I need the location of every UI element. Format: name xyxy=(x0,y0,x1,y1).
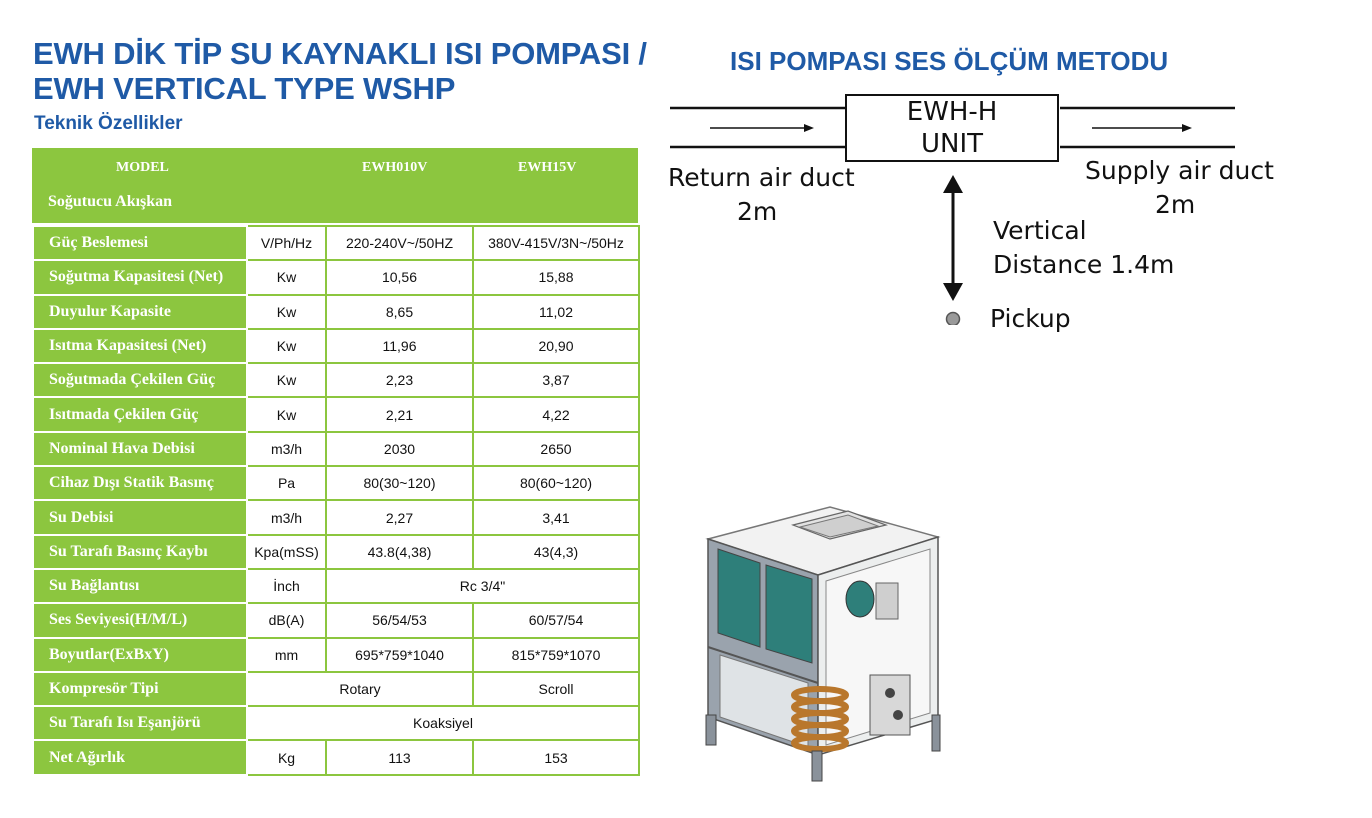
unit-box xyxy=(845,94,1059,162)
row-label: Soğutma Kapasitesi (Net) xyxy=(33,260,247,294)
row-value-col1: 2,23 xyxy=(326,363,473,397)
table-row xyxy=(33,603,639,637)
title-line-2: EWH VERTICAL TYPE WSHP xyxy=(33,71,456,106)
row-unit: Pa xyxy=(247,466,326,500)
supply-arrow-head xyxy=(1182,124,1192,132)
row-value-col1: 2,27 xyxy=(326,500,473,534)
row-value-col1: 11,96 xyxy=(326,329,473,363)
unit-line-1: EWH-H xyxy=(906,97,998,127)
row-label: Soğutmada Çekilen Güç xyxy=(33,363,247,397)
row-unit: m3/h xyxy=(247,500,326,534)
row-unit: V/Ph/Hz xyxy=(247,226,326,260)
table-row xyxy=(33,295,639,329)
row-unit: Kw xyxy=(247,363,326,397)
row-value-col2: 20,90 xyxy=(473,329,639,363)
spec-table xyxy=(32,225,640,776)
row-value: Rc 3/4" xyxy=(326,569,639,603)
row-label: Su Tarafı Basınç Kaybı xyxy=(33,535,247,569)
pickup-dot-icon xyxy=(947,313,960,326)
return-duct-label: Return air duct xyxy=(668,163,855,192)
row-unit: Kpa(mSS) xyxy=(247,535,326,569)
table-row xyxy=(33,638,639,672)
row-value-col1: Rotary xyxy=(247,672,473,706)
row-label: Isıtmada Çekilen Güç xyxy=(33,397,247,431)
diagram-title: ISI POMPASI SES ÖLÇÜM METODU xyxy=(730,46,1169,76)
row-value-col2: 43(4,3) xyxy=(473,535,639,569)
row-label: Isıtma Kapasitesi (Net) xyxy=(33,329,247,363)
row-value-col2: 380V-415V/3N~/50Hz xyxy=(473,226,639,260)
row-label: Boyutlar(ExBxY) xyxy=(33,638,247,672)
row-label: Cihaz Dışı Statik Basınç xyxy=(33,466,247,500)
row-value-col2: 153 xyxy=(473,740,639,774)
table-row xyxy=(33,260,639,294)
row-value-col2: 4,22 xyxy=(473,397,639,431)
supply-duct-distance: 2m xyxy=(1155,190,1196,219)
heat-pump-unit-illustration xyxy=(698,497,948,782)
table-row xyxy=(33,432,639,466)
pickup-label: Pickup xyxy=(990,304,1071,333)
row-unit: Kg xyxy=(247,740,326,774)
row-unit: Kw xyxy=(247,397,326,431)
row-value-col1: 43.8(4,38) xyxy=(326,535,473,569)
table-row xyxy=(33,329,639,363)
table-row xyxy=(33,672,639,706)
row-unit: dB(A) xyxy=(247,603,326,637)
row-value-col1: 220-240V~/50HZ xyxy=(326,226,473,260)
row-value-col1: 80(30~120) xyxy=(326,466,473,500)
row-label: Duyulur Kapasite xyxy=(33,295,247,329)
row-value-col1: 2,21 xyxy=(326,397,473,431)
row-label: Kompresör Tipi xyxy=(33,672,247,706)
return-arrow-head xyxy=(804,124,814,132)
vertical-distance: Distance 1.4m xyxy=(993,250,1175,279)
vertical-arrow-up-head xyxy=(943,175,963,193)
table-row xyxy=(33,397,639,431)
supply-duct-label: Supply air duct xyxy=(1085,156,1274,185)
subtitle: Teknik Özellikler xyxy=(34,113,183,134)
row-unit: Kw xyxy=(247,329,326,363)
header-model: MODEL xyxy=(116,160,169,175)
unit-line-2: UNIT xyxy=(920,129,984,159)
header-col1: EWH010V xyxy=(362,160,428,175)
row-value-col2: 3,41 xyxy=(473,500,639,534)
table-row xyxy=(33,535,639,569)
row-label: Net Ağırlık xyxy=(33,740,247,774)
spec-table-body xyxy=(33,226,639,775)
header-col2: EWH15V xyxy=(518,160,577,175)
row-label: Ses Seviyesi(H/M/L) xyxy=(33,603,247,637)
row-unit: Kw xyxy=(247,295,326,329)
row-label: Su Tarafı Isı Eşanjörü xyxy=(33,706,247,740)
row-unit: mm xyxy=(247,638,326,672)
row-value-col2: 15,88 xyxy=(473,260,639,294)
row-value-col1: 2030 xyxy=(326,432,473,466)
row-value-col2: 2650 xyxy=(473,432,639,466)
table-header xyxy=(32,148,638,223)
row-label: Nominal Hava Debisi xyxy=(33,432,247,466)
table-row xyxy=(33,706,639,740)
row-value-col2: 3,87 xyxy=(473,363,639,397)
row-value-col1: 8,65 xyxy=(326,295,473,329)
row-value-col2: 11,02 xyxy=(473,295,639,329)
row-value-col1: 10,56 xyxy=(326,260,473,294)
row-value-col1: 695*759*1040 xyxy=(326,638,473,672)
row-value-col2: Scroll xyxy=(473,672,639,706)
table-row xyxy=(33,226,639,260)
return-duct-distance: 2m xyxy=(737,197,778,226)
row-label: Güç Beslemesi xyxy=(33,226,247,260)
row-label: Su Bağlantısı xyxy=(33,569,247,603)
row-unit: İnch xyxy=(247,569,326,603)
header-refrigerant: Soğutucu Akışkan xyxy=(48,193,173,210)
row-value-col1: 56/54/53 xyxy=(326,603,473,637)
vertical-label: Vertical xyxy=(993,216,1087,245)
row-value-col2: 60/57/54 xyxy=(473,603,639,637)
table-row xyxy=(33,363,639,397)
row-label: Su Debisi xyxy=(33,500,247,534)
table-row xyxy=(33,740,639,774)
row-value-col2: 80(60~120) xyxy=(473,466,639,500)
table-row xyxy=(33,466,639,500)
row-unit: Kw xyxy=(247,260,326,294)
row-value-col2: 815*759*1070 xyxy=(473,638,639,672)
row-unit: m3/h xyxy=(247,432,326,466)
table-row xyxy=(33,569,639,603)
row-value: Koaksiyel xyxy=(247,706,639,740)
document-title xyxy=(33,36,647,106)
vertical-arrow-down-head xyxy=(943,283,963,301)
row-value-col1: 113 xyxy=(326,740,473,774)
table-row xyxy=(33,500,639,534)
title-line-1: EWH DİK TİP SU KAYNAKLI ISI POMPASI / xyxy=(33,36,647,71)
